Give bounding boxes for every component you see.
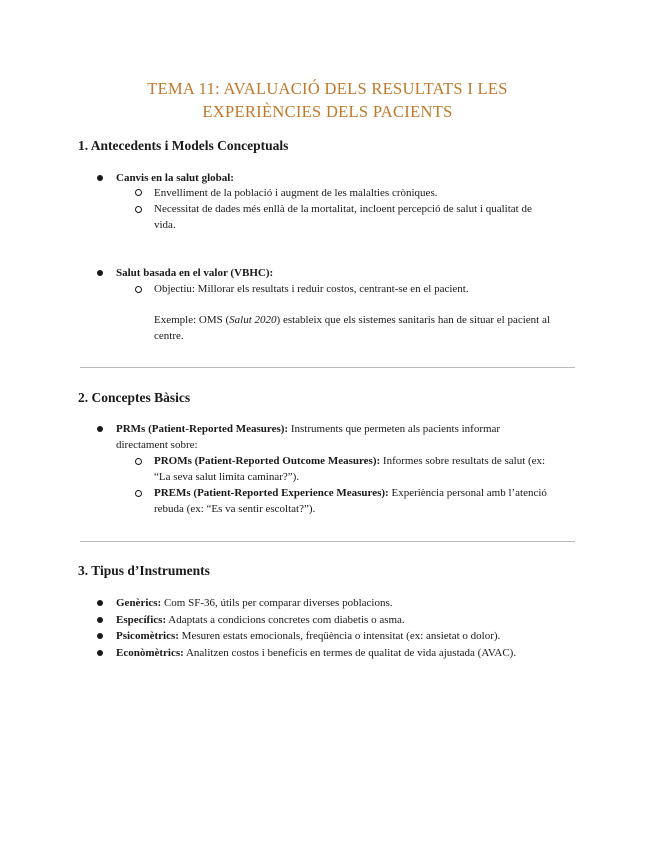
list-item	[116, 645, 516, 661]
sub-item-label: PROMs (Patient-Reported Outcome Measures):	[154, 455, 381, 467]
bullet	[97, 617, 103, 623]
sub-list-item: Envelliment de la població i augment de les malalties cròniques.	[154, 187, 438, 199]
list-item	[116, 595, 392, 611]
item-text: Mesuren estats emocionals, freqüència o intensitat (ex: ansietat o dolor).	[178, 630, 501, 642]
example-paragraph-continued: centre.	[154, 330, 184, 342]
sub-item-text: Informes sobre resultats de salut (ex:	[380, 455, 546, 467]
item-label: Econòmètrics:	[116, 647, 184, 659]
list-item	[116, 170, 234, 186]
example-italic: Salut 2020	[229, 314, 277, 326]
item-text: Instruments que permeten als pacients informar	[288, 423, 501, 435]
sub-list-item: Objectiu: Millorar els resultats i reduir costos, centrant-se en el pacient.	[154, 283, 469, 295]
bullet	[97, 270, 103, 276]
bullet	[97, 426, 103, 432]
item-text: Adaptats a condicions concretes com diabetis o asma.	[166, 614, 405, 626]
item-text: Analitzen costos i beneficis en termes de qualitat de vida ajustada (AVAC).	[183, 647, 517, 659]
item-label: Específics:	[116, 614, 167, 626]
bullet	[97, 175, 103, 181]
sub-bullet	[135, 206, 142, 213]
example-suffix: ) estableix que els sistemes sanitaris han de situar el pacient al	[276, 314, 550, 326]
example-paragraph	[154, 312, 550, 328]
sub-item-text: Experiència personal amb l’atenció	[388, 487, 547, 499]
sub-list-item-continued: vida.	[154, 219, 176, 231]
item-label: Psicomètrics:	[116, 630, 179, 642]
sub-bullet	[135, 458, 142, 465]
list-item	[116, 612, 405, 628]
section-3-heading: 3. Tipus d’Instruments	[78, 563, 210, 578]
item-text: Com SF-36, útils per comparar diverses poblacions.	[161, 597, 393, 609]
sub-list-item	[154, 453, 545, 469]
sub-list-item	[154, 485, 547, 501]
bullet	[97, 600, 103, 606]
sub-list-item-continued: “La seva salut limita caminar?”).	[154, 471, 300, 483]
section-1-heading: 1. Antecedents i Models Conceptuals	[78, 138, 289, 153]
document-title-line-2: EXPERIÈNCIES DELS PACIENTS	[202, 102, 453, 121]
divider	[80, 541, 575, 542]
sub-list-item: Necessitat de dades més enllà de la mortalitat, incloent percepció de salut i qualitat de	[154, 203, 532, 215]
item-label: Canvis en la salut global:	[116, 172, 234, 184]
list-item	[116, 265, 273, 281]
item-label: Salut basada en el valor (VBHC):	[116, 267, 274, 279]
sub-list-item-continued: rebuda (ex: “Es va sentir escoltat?”).	[154, 503, 316, 515]
sub-bullet	[135, 286, 142, 293]
document-title-line-1: TEMA 11: AVALUACIÓ DELS RESULTATS I LES	[147, 79, 508, 98]
bullet	[97, 650, 103, 656]
sub-item-label: PREMs (Patient-Reported Experience Measures):	[154, 487, 389, 499]
sub-bullet	[135, 189, 142, 196]
sub-bullet	[135, 490, 142, 497]
list-item-continued: directament sobre:	[116, 439, 198, 451]
list-item	[116, 628, 500, 644]
example-prefix: Exemple: OMS (	[154, 314, 230, 326]
list-item	[116, 421, 500, 437]
divider	[80, 367, 575, 368]
bullet	[97, 633, 103, 639]
item-label: Genèrics:	[116, 597, 162, 609]
item-label: PRMs (Patient-Reported Measures):	[116, 423, 289, 435]
section-2-heading: 2. Conceptes Bàsics	[78, 390, 191, 405]
